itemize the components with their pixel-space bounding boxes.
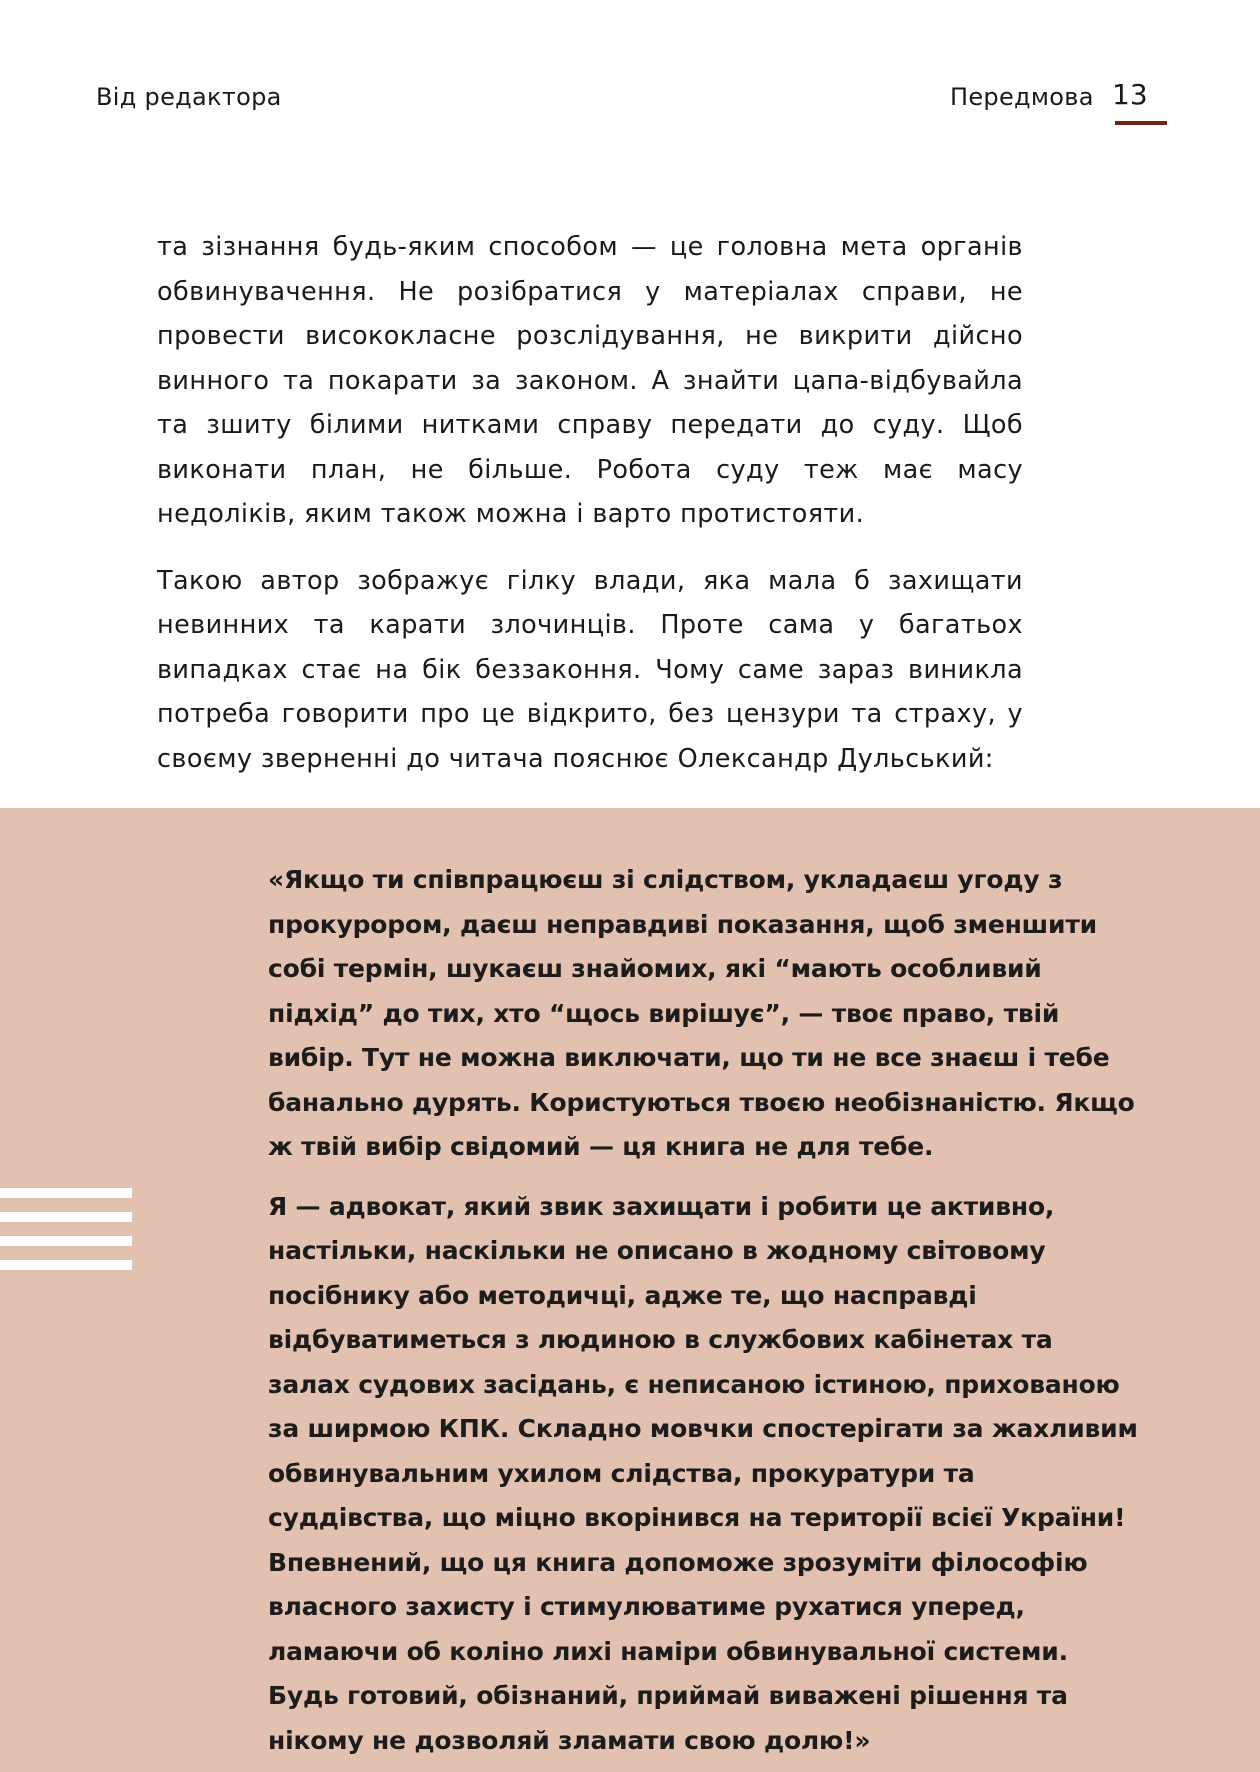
- body-text: [157, 225, 1023, 781]
- body-paragraph-1: та зізнання будь-яким способом — це головна мета органів обвинувачення. Не розібратися у матеріалах справи, не провести висококласне розслідування, не викрити дійсно винного та покарати за законом. А знайти цапа-відбувайла та зшиту білими нитками справу передати до суду. Щоб виконати план, не більше. Робота суду теж має масу недоліків, яким також можна і варто протистояти.: [157, 232, 1023, 529]
- body-paragraph-2: Такою автор зображує гілку влади, яка мала б захищати невинних та карати злочинців. Проте сама у багатьох випадках стає на бік беззаконня. Чому саме зараз виникла потреба говорити про це відкрито, без цензури та страху, у своєму зверненні до читача пояснює Олександр Дульський:: [157, 565, 1023, 774]
- stripe: [0, 1260, 132, 1270]
- page-number: 13: [1112, 78, 1148, 111]
- stripe: [0, 1236, 132, 1246]
- running-header-section: Передмова: [950, 83, 1094, 111]
- quote-paragraph-1: «Якщо ти співпрацюєш зі слідством, укладаєш угоду з прокурором, даєш неправдиві показання, щоб зменшити собі термін, шукаєш знайомих, які “мають особливий підхід” до тих, хто “щось вирішує”, — твоє право, твій вибір. Тут не можна виключати, що ти не все знаєш і тебе банально дурять. Користуються твоєю необізнаністю. Якщо ж твій вибір свідомий — ця книга не для тебе.: [268, 865, 1135, 1161]
- stripe: [0, 1212, 132, 1222]
- decorative-stripes: [0, 1188, 132, 1284]
- stripe: [0, 1188, 132, 1198]
- running-header-left: Від редактора: [96, 83, 282, 111]
- author-quote: [268, 858, 1138, 1763]
- quote-paragraph-2: Я — адвокат, який звик захищати і робити це активно, настільки, наскільки не описано в жодному світовому посібнику або методичці, адже те, що насправді відбуватиметься з людиною в службових кабінетах та залах судових засідань, є неписаною істиною, прихованою за ширмою КПК. Складно мовчки спостерігати за жахливим обвинувальним ухилом слідства, прокуратури та суддівства, що міцно вкорінився на території всієї України! Впевнений, що ця книга допоможе зрозуміти філософію власного захисту і стимулюватиме рухатися уперед, ламаючи об коліно лихі наміри обвинувальної системи. Будь готовий, обізнаний, приймай виважені рішення та нікому не дозволяй зламати свою долю!»: [268, 1191, 1138, 1755]
- page-number-underline: [1115, 121, 1167, 125]
